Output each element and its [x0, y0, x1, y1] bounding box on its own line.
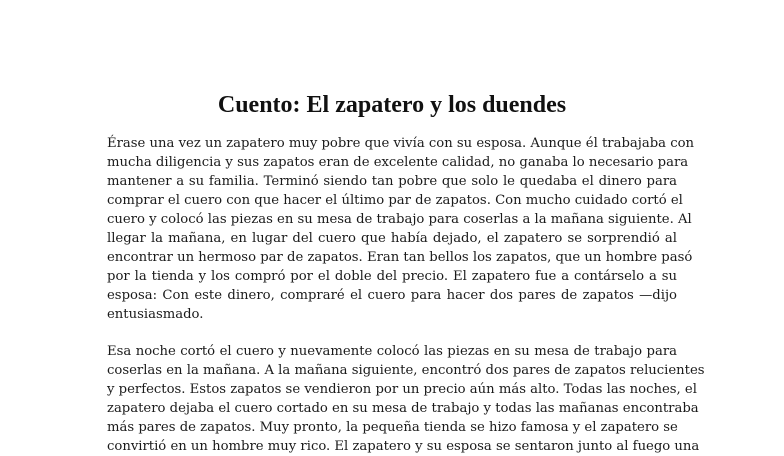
text-line: más pares de zapatos. Muy pronto, la pequeña tienda se hizo famosa y el zapatero se [107, 420, 678, 435]
text-line: Esa noche cortó el cuero y nuevamente colocó las piezas en su mesa de trabajo para [107, 344, 677, 359]
paragraph-2 [107, 342, 705, 456]
text-line: llegar la mañana, en lugar del cuero que había dejado, el zapatero se sorprendió al [107, 231, 677, 246]
document-title: Cuento: El zapatero y los duendes [217, 92, 567, 118]
text-line: coserlas en la mañana. A la mañana siguiente, encontró dos pares de zapatos relucientes [107, 363, 705, 378]
text-line: encontrar un hermoso par de zapatos. Eran tan bellos los zapatos, que un hombre pasó [107, 250, 693, 265]
text-line: zapatero dejaba el cuero cortado en su mesa de trabajo y todas las mañanas encontraba [107, 401, 699, 416]
text-line: y perfectos. Estos zapatos se vendieron por un precio aún más alto. Todas las noches, el [107, 382, 697, 397]
paragraph-1 [107, 134, 695, 324]
text-line: mucha diligencia y sus zapatos eran de excelente calidad, no ganaba lo necesario para [107, 155, 689, 170]
document-body [107, 134, 705, 456]
text-line: entusiasmado. [107, 307, 204, 322]
text-line: comprar el cuero con que hacer el último par de zapatos. Con mucho cuidado cortó el [107, 193, 683, 208]
text-line: Érase una vez un zapatero muy pobre que vivía con su esposa. Aunque él trabajaba con [107, 136, 695, 151]
text-line: cuero y colocó las piezas en su mesa de trabajo para coserlas a la mañana siguiente. Al [107, 212, 692, 227]
paragraph-gap [107, 324, 677, 342]
text-line: convirtió en un hombre muy rico. El zapatero y su esposa se sentaron junto al fuego una [107, 439, 700, 454]
text-line: por la tienda y los compró por el doble del precio. El zapatero fue a contárselo a su [107, 269, 677, 284]
text-line: mantener a su familia. Terminó siendo tan pobre que solo le quedaba el dinero para [107, 174, 677, 189]
text-line: esposa: Con este dinero, compraré el cuero para hacer dos pares de zapatos —dijo [107, 288, 677, 303]
